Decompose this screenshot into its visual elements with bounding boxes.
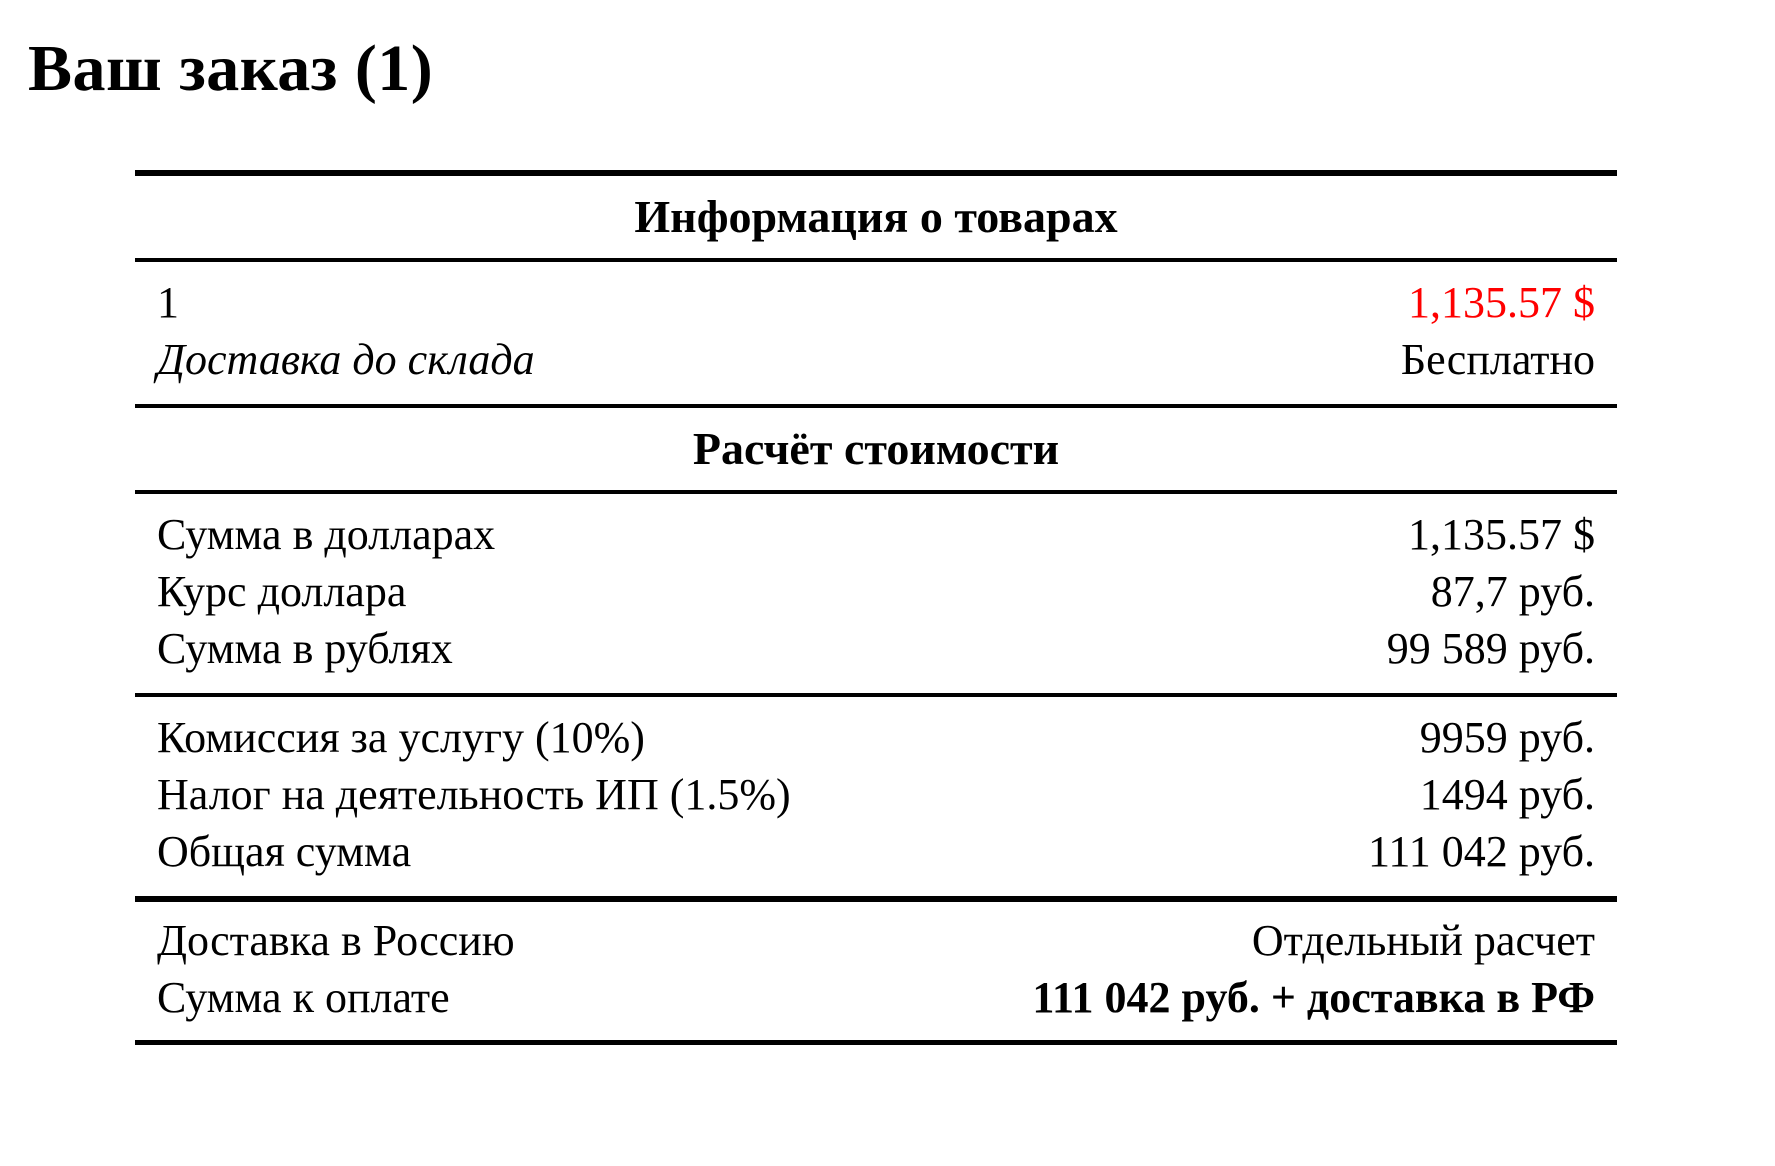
warehouse-delivery-row	[135, 331, 1617, 388]
rub-total-label: Сумма в рублях	[157, 624, 453, 673]
usd-total-value: 1,135.57 $	[1408, 510, 1595, 559]
section-header-cost-calculation: Расчёт стоимости	[135, 408, 1617, 494]
section-final	[135, 896, 1617, 1040]
tax-row	[135, 766, 1617, 823]
usd-rate-label: Курс доллара	[157, 567, 407, 616]
items-rows	[135, 262, 1617, 404]
section-header-items-info: Информация о товарах	[135, 176, 1617, 262]
grand-total-value: 111 042 руб.	[1368, 827, 1595, 876]
final-rows	[135, 902, 1617, 1040]
rub-total-row	[135, 620, 1617, 677]
fees-rows	[135, 697, 1617, 896]
grand-total-row	[135, 823, 1617, 880]
warehouse-delivery-value: Бесплатно	[1400, 335, 1595, 384]
service-fee-row	[135, 709, 1617, 766]
russia-delivery-row	[135, 912, 1617, 969]
section-cost-calculation	[135, 404, 1617, 693]
payable-total-label: Сумма к оплате	[157, 973, 450, 1022]
russia-delivery-label: Доставка в Россию	[157, 916, 515, 965]
page-title: Ваш заказ (1)	[28, 32, 434, 105]
grand-total-label: Общая сумма	[157, 827, 412, 876]
payable-total-value: 111 042 руб. + доставка в РФ	[1032, 973, 1595, 1022]
tax-label: Налог на деятельность ИП (1.5%)	[157, 770, 791, 819]
order-summary-table	[135, 170, 1617, 1045]
item-price: 1,135.57 $	[1408, 278, 1595, 327]
payable-total-row	[135, 969, 1617, 1026]
usd-total-row	[135, 506, 1617, 563]
tax-value: 1494 руб.	[1419, 770, 1595, 819]
warehouse-delivery-label: Доставка до склада	[157, 335, 535, 384]
service-fee-value: 9959 руб.	[1419, 713, 1595, 762]
usd-rate-value: 87,7 руб.	[1430, 567, 1595, 616]
rub-total-value: 99 589 руб.	[1386, 624, 1595, 673]
section-fees	[135, 693, 1617, 896]
item-row	[135, 274, 1617, 331]
russia-delivery-value: Отдельный расчет	[1251, 916, 1595, 965]
cost-rows	[135, 494, 1617, 693]
order-page	[0, 32, 1775, 1045]
item-index: 1	[157, 278, 179, 327]
service-fee-label: Комиссия за услугу (10%)	[157, 713, 645, 762]
usd-total-label: Сумма в долларах	[157, 510, 496, 559]
usd-rate-row	[135, 563, 1617, 620]
section-items-info	[135, 176, 1617, 404]
